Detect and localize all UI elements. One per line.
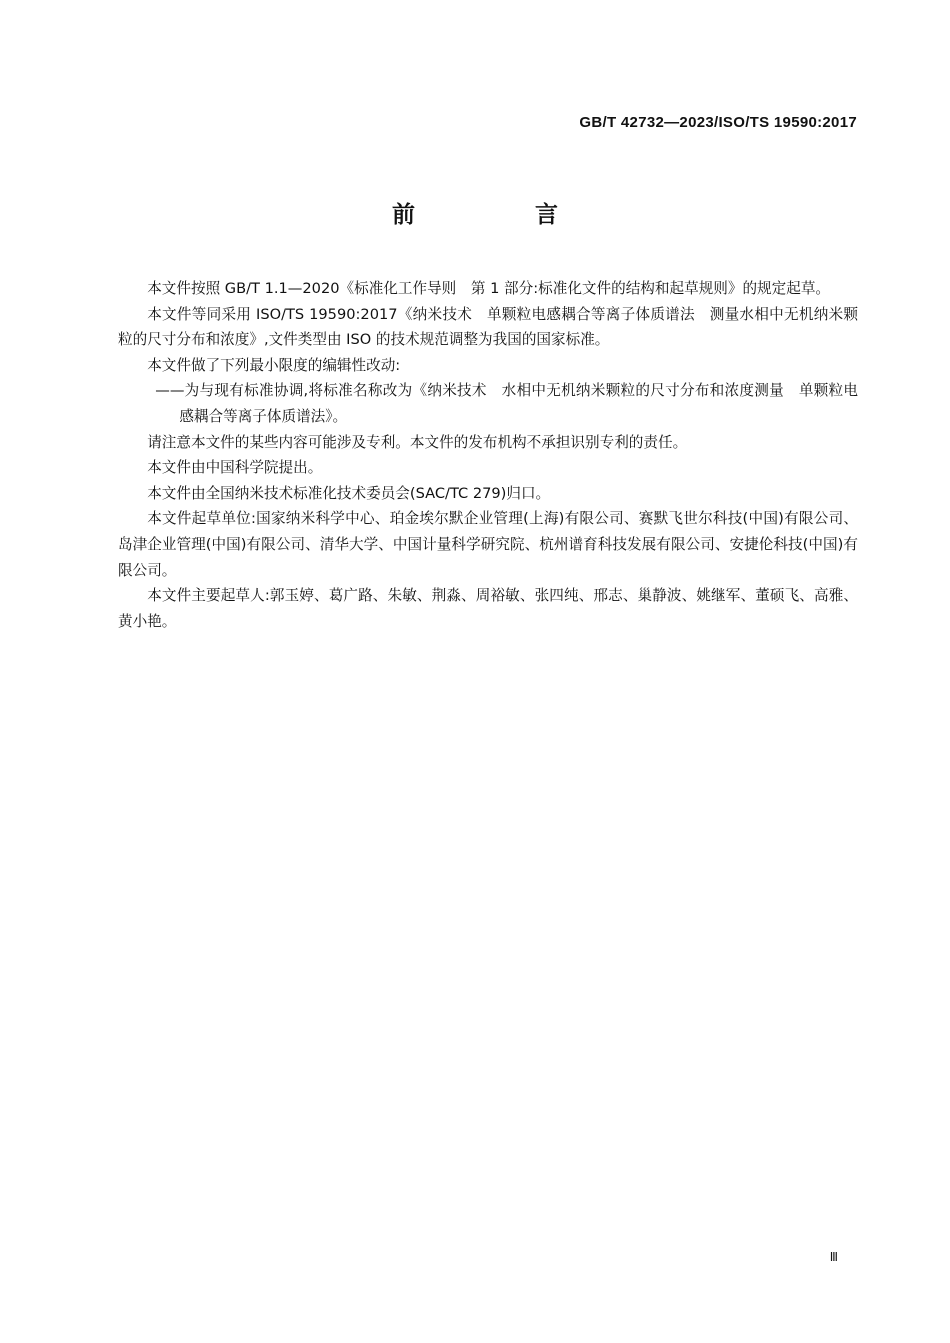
list-item-title-change: ——为与现有标准协调,将标准名称改为《纳米技术 水相中无机纳米颗粒的尺寸分布和浓度测量 单颗粒电感耦合等离子体质谱法》。 (155, 382, 858, 425)
paragraph-patent-notice: 请注意本文件的某些内容可能涉及专利。本文件的发布机构不承担识别专利的责任。 (147, 433, 688, 451)
paragraph-editorial-changes: 本文件做了下列最小限度的编辑性改动: (147, 356, 401, 374)
paragraph-drafting-rules: 本文件按照 GB/T 1.1—2020《标准化工作导则 第 1 部分:标准化文件的结构和起草规则》的规定起草。 (147, 280, 831, 297)
paragraph-drafting-units: 本文件起草单位:国家纳米科学中心、珀金埃尔默企业管理(上海)有限公司、赛默飞世尔科技(中国)有限公司、岛津企业管理(中国)有限公司、清华大学、中国计量科学研究院、杭州谱育科技发展有限公司、安捷伦科技(中国)有限公司。 (118, 510, 858, 579)
paragraph-committee: 本文件由全国纳米技术标准化技术委员会(SAC/TC 279)归口。 (147, 484, 551, 502)
page-number: Ⅲ (829, 1250, 838, 1264)
paragraph-proposer: 本文件由中国科学院提出。 (147, 459, 323, 477)
document-body (118, 276, 858, 634)
standard-code-header: GB/T 42732—2023/ISO/TS 19590:2017 (579, 114, 857, 131)
paragraph-drafters: 本文件主要起草人:郭玉婷、葛广路、朱敏、荆淼、周裕敏、张四纯、邢志、巢静波、姚继军、董硕飞、高雅、黄小艳。 (118, 587, 858, 630)
page-title: 前 言 (391, 202, 614, 228)
paragraph-adoption: 本文件等同采用 ISO/TS 19590:2017《纳米技术 单颗粒电感耦合等离子体质谱法 测量水相中无机纳米颗粒的尺寸分布和浓度》,文件类型由 ISO 的技术规范调整为我国的国家标准。 (118, 305, 858, 349)
